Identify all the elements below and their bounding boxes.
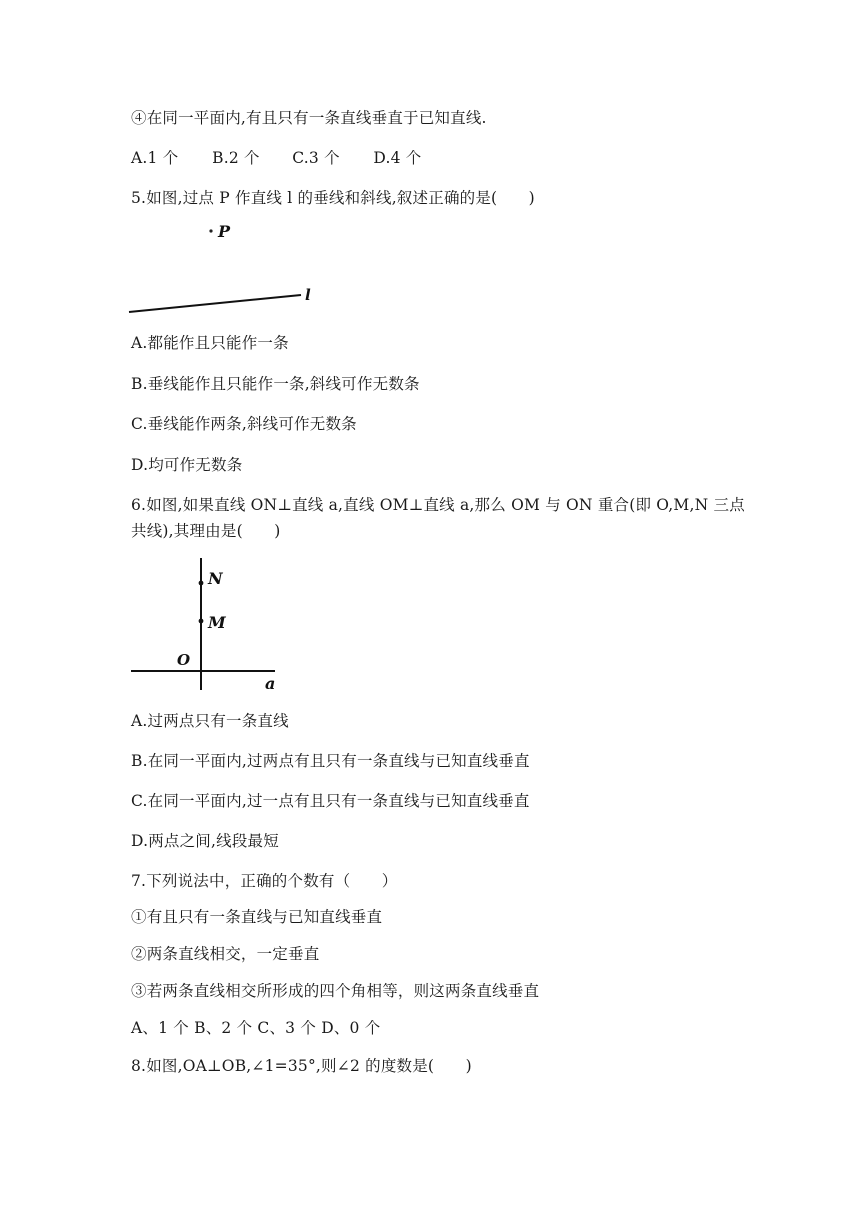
q7-statement-1: ①有且只有一条直线与已知直线垂直 <box>131 908 383 926</box>
point-m-dot <box>199 619 204 624</box>
q4-options <box>131 148 422 168</box>
point-p-label: P <box>218 222 231 241</box>
q7-stem: 7.下列说法中，正确的个数有（ ） <box>131 872 398 890</box>
point-n-dot <box>199 581 204 586</box>
point-n-label: N <box>208 569 223 588</box>
point-p-dot <box>209 229 212 232</box>
line-l-label: l <box>305 286 311 304</box>
line-a-label: a <box>265 674 276 693</box>
q4-statement-4: ④在同一平面内,有且只有一条直线垂直于已知直线. <box>131 109 487 127</box>
q7-options: A、1 个 B、2 个 C、3 个 D、0 个 <box>131 1019 381 1037</box>
q4-option-c: C.3 个 <box>292 149 340 167</box>
q5-option-a: A.都能作且只能作一条 <box>131 334 289 352</box>
q6-figure <box>125 552 285 697</box>
point-o-label: O <box>177 651 191 669</box>
line-l <box>129 295 301 312</box>
q8-stem: 8.如图,OA⊥OB,∠1=35°,则∠2 的度数是( ) <box>131 1057 472 1075</box>
q6-stem-line-2: 共线),其理由是( ) <box>131 522 281 540</box>
point-m-label: M <box>208 613 226 632</box>
q6-option-d: D.两点之间,线段最短 <box>131 832 279 850</box>
q6-option-b: B.在同一平面内,过两点有且只有一条直线与已知直线垂直 <box>131 752 530 770</box>
q5-option-d: D.均可作无数条 <box>131 456 243 474</box>
q5-option-c: C.垂线能作两条,斜线可作无数条 <box>131 415 357 433</box>
q6-option-a: A.过两点只有一条直线 <box>131 712 289 730</box>
q5-figure <box>125 218 330 318</box>
q6-option-c: C.在同一平面内,过一点有且只有一条直线与已知直线垂直 <box>131 792 530 810</box>
q4-option-a: A.1 个 <box>131 149 179 167</box>
q7-statement-3: ③若两条直线相交所形成的四个角相等，则这两条直线垂直 <box>131 982 540 1000</box>
q5-stem: 5.如图,过点 P 作直线 l 的垂线和斜线,叙述正确的是( ) <box>131 189 535 207</box>
q5-option-b: B.垂线能作且只能作一条,斜线可作无数条 <box>131 375 420 393</box>
q4-option-d: D.4 个 <box>373 149 422 167</box>
q6-stem-line-1: 6.如图,如果直线 ON⊥直线 a,直线 OM⊥直线 a,那么 OM 与 ON 重合(即 O,M,N 三点 <box>131 496 745 514</box>
q4-option-b: B.2 个 <box>212 149 260 167</box>
q7-statement-2: ②两条直线相交，一定垂直 <box>131 945 320 963</box>
